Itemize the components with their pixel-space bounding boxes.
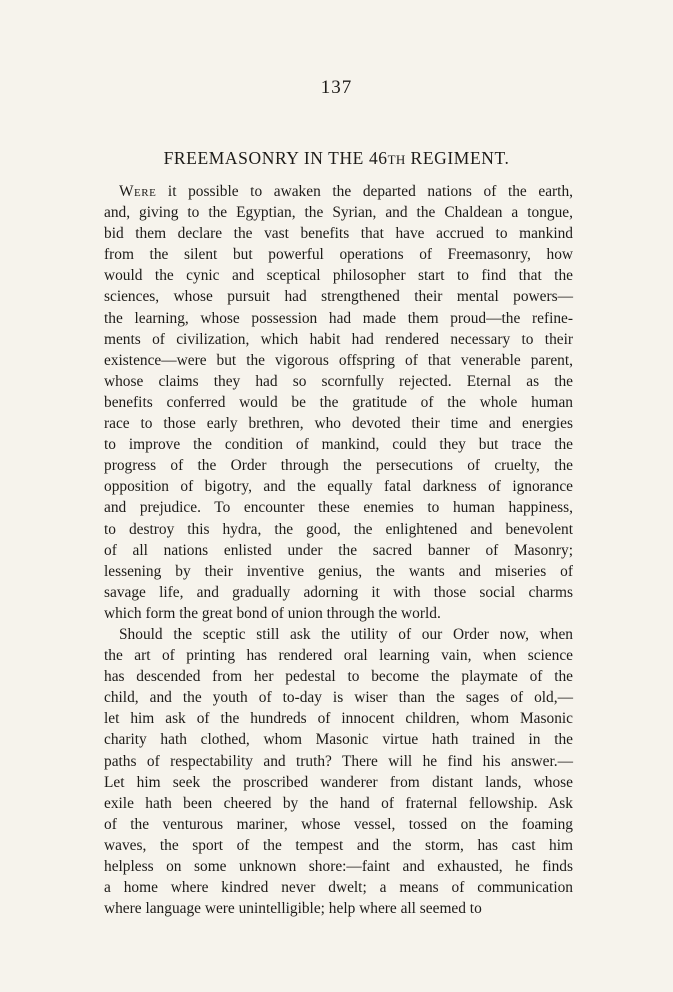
- line-text: and prejudice. To encounter these enemies to human happiness,: [104, 499, 573, 517]
- text-line: [104, 413, 573, 434]
- line-text: from the silent but powerful operations of Freemasonry, how: [104, 246, 573, 264]
- text-line: [104, 455, 573, 476]
- line-text: where language were unintelligible; help where all seemed to: [104, 900, 482, 918]
- line-text: existence—were but the vigorous offspring of that venerable parent,: [104, 351, 573, 369]
- text-line: [104, 898, 573, 919]
- line-text: lessening by their inventive genius, the wants and miseries of: [104, 562, 573, 580]
- line-text: helpless on some unknown shore:—faint and exhausted, he finds: [104, 858, 573, 875]
- text-line: [104, 603, 573, 624]
- chapter-title: [0, 148, 673, 169]
- line-text: waves, the sport of the tempest and the storm, has cast him: [104, 836, 573, 854]
- text-line: [104, 687, 573, 708]
- line-text: the learning, whose possession had made them proud—the refine-: [104, 309, 573, 327]
- text-line: [104, 308, 573, 329]
- line-text: progress of the Order through the persecutions of cruelty, the: [104, 457, 573, 475]
- text-line: [104, 877, 573, 898]
- line-text: of all nations enlisted under the sacred banner of Masonry;: [104, 541, 573, 559]
- text-line: [104, 729, 573, 750]
- text-line: [104, 392, 573, 413]
- text-line: [104, 835, 573, 856]
- text-line: [104, 708, 573, 729]
- page-number: 137: [320, 77, 353, 98]
- line-text: ments of civilization, which habit had rendered necessary to their: [104, 330, 573, 348]
- text-line: [104, 519, 573, 540]
- text-line: [104, 497, 573, 518]
- text-line: [104, 540, 573, 561]
- text-line: [104, 329, 573, 350]
- text-line: [104, 371, 573, 392]
- text-line: [104, 814, 573, 835]
- title-rest: REGIMENT.: [405, 148, 510, 168]
- text-line: [104, 265, 573, 286]
- line-text: race to those early brethren, who devoted their time and energies: [104, 415, 573, 433]
- text-line: [104, 286, 573, 307]
- line-text: Should the sceptic still ask the utility of our Order now, when: [119, 625, 573, 643]
- text-line: [104, 793, 573, 814]
- text-line: [104, 434, 573, 455]
- line-text: bid them declare the vast benefits that have accrued to mankind: [104, 225, 573, 243]
- line-text: paths of respectability and truth? There will he find his answer.—: [104, 752, 573, 770]
- text-line: [104, 624, 573, 645]
- line-text: of the venturous mariner, whose vessel, tossed on the foaming: [104, 815, 573, 833]
- line-text: whose claims they had so scornfully rejected. Eternal as the: [104, 372, 573, 390]
- text-line: [104, 751, 573, 772]
- text-line: [104, 582, 573, 603]
- line-text: savage life, and gradually adorning it with those social charms: [104, 583, 573, 601]
- line-text: to destroy this hydra, the good, the enlightened and benevolent: [104, 520, 573, 538]
- line-text: let him ask of the hundreds of innocent children, whom Masonic: [104, 710, 573, 728]
- text-line: [104, 645, 573, 666]
- text-line: [104, 223, 573, 244]
- line-text: to improve the condition of mankind, could they but trace the: [104, 436, 573, 454]
- line-text: sciences, whose pursuit had strengthened their mental powers—: [104, 288, 573, 306]
- text-line: [104, 181, 573, 202]
- text-line: [104, 561, 573, 582]
- title-superscript: TH: [387, 152, 406, 167]
- line-text: a home where kindred never dwelt; a means of communication: [104, 879, 573, 897]
- opening-word: Were: [119, 183, 157, 200]
- text-line: [104, 202, 573, 223]
- line-text: which form the great bond of union through the world.: [104, 604, 441, 622]
- line-text: exile hath been cheered by the hand of fraternal fellowship. Ask: [104, 794, 573, 812]
- text-line: [104, 244, 573, 265]
- article-body: [104, 181, 573, 919]
- text-line: [104, 666, 573, 687]
- text-line: [104, 772, 573, 793]
- line-text: benefits conferred would be the gratitude of the whole human: [104, 393, 573, 411]
- text-line: [104, 856, 573, 877]
- text-line: [104, 476, 573, 497]
- line-text: Let him seek the proscribed wanderer from distant lands, whose: [104, 773, 573, 791]
- text-line: [104, 350, 573, 371]
- line-text: would the cynic and sceptical philosopher start to find that the: [104, 267, 573, 285]
- line-text: opposition of bigotry, and the equally fatal darkness of ignorance: [104, 478, 573, 496]
- line-text: and, giving to the Egyptian, the Syrian, and the Chaldean a tongue,: [104, 204, 573, 222]
- title-main: FREEMASONRY IN THE 46: [163, 148, 388, 168]
- line-text: the art of printing has rendered oral learning vain, when science: [104, 647, 573, 665]
- line-text: has descended from her pedestal to become the playmate of the: [104, 668, 573, 686]
- line-text: it possible to awaken the departed nations of the earth,: [156, 183, 573, 200]
- line-text: charity hath clothed, whom Masonic virtue hath trained in the: [104, 731, 573, 749]
- line-text: child, and the youth of to-day is wiser than the sages of old,—: [104, 689, 573, 707]
